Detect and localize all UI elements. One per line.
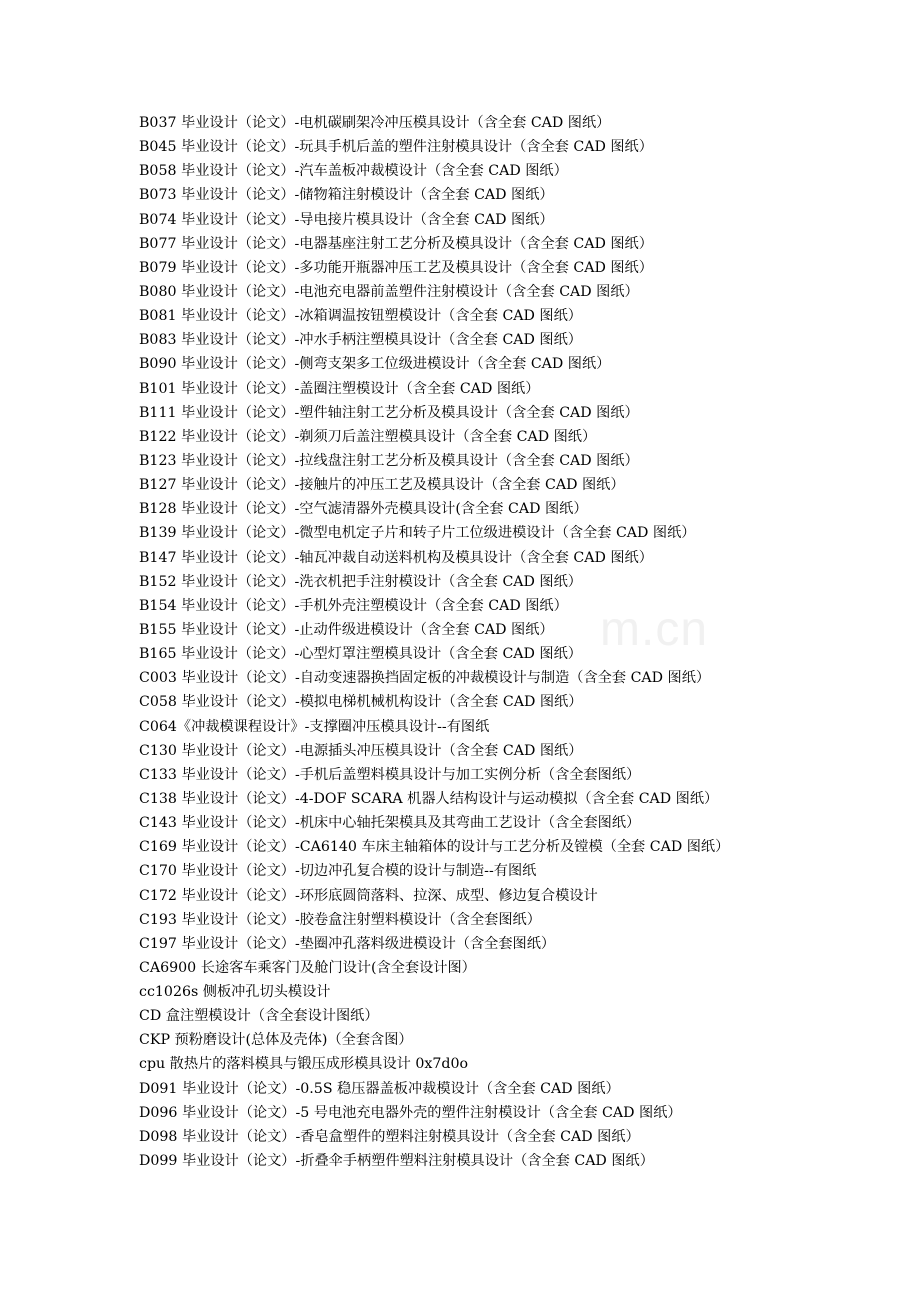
list-item: B074 毕业设计（论文）-导电接片模具设计（含全套 CAD 图纸） [139,211,554,228]
list-item: B058 毕业设计（论文）-汽车盖板冲裁模设计（含全套 CAD 图纸） [139,163,568,180]
list-item: CA6900 长途客车乘客门及舱门设计(含全套设计图） [139,959,476,976]
list-item: C003 毕业设计（论文）-自动变速器换挡固定板的冲裁模设计与制造（含全套 CAD 图纸） [139,670,711,687]
list-item: B152 毕业设计（论文）-洗衣机把手注射模设计（含全套 CAD 图纸） [139,573,582,590]
list-item: cc1026s 侧板冲孔切头模设计 [139,984,331,1001]
list-item: B165 毕业设计（论文）-心型灯罩注塑模具设计（含全套 CAD 图纸） [139,646,582,663]
list-item: C170 毕业设计（论文）-切边冲孔复合模的设计与制造--有图纸 [139,863,537,880]
list-item: C058 毕业设计（论文）-模拟电梯机械机构设计（含全套 CAD 图纸） [139,694,583,711]
list-item: B155 毕业设计（论文）-止动件级进模设计（含全套 CAD 图纸） [139,621,554,638]
list-item: C133 毕业设计（论文）-手机后盖塑料模具设计与加工实例分析（含全套图纸） [139,766,641,783]
list-item: B037 毕业设计（论文）-电机碳刷架冷冲压模具设计（含全套 CAD 图纸） [139,115,611,131]
list-item: B080 毕业设计（论文）-电池充电器前盖塑件注射模设计（含全套 CAD 图纸） [139,283,639,300]
list-item: B083 毕业设计（论文）-冲水手柄注塑模具设计（含全套 CAD 图纸） [139,332,582,349]
list-item: D091 毕业设计（论文）-0.5S 稳压器盖板冲裁模设计（含全套 CAD 图纸） [139,1080,620,1097]
list-item: B045 毕业设计（论文）-玩具手机后盖的塑件注射模具设计（含全套 CAD 图纸） [139,139,653,156]
list-item: B081 毕业设计（论文）-冰箱调温按钮塑模设计（含全套 CAD 图纸） [139,308,582,325]
list-item: B073 毕业设计（论文）-储物箱注射模设计（含全套 CAD 图纸） [139,187,554,204]
list-item: C138 毕业设计（论文）-4-DOF SCARA 机器人结构设计与运动模拟（含全套 CAD 图纸） [139,790,719,807]
list-item: B123 毕业设计（论文）-拉线盘注射工艺分析及模具设计（含全套 CAD 图纸） [139,452,639,469]
list-item: B122 毕业设计（论文）-剃须刀后盖注塑模具设计（含全套 CAD 图纸） [139,428,597,445]
list-item: D096 毕业设计（论文）-5 号电池充电器外壳的塑件注射模设计（含全套 CAD 图纸） [139,1104,682,1121]
list-item: B128 毕业设计（论文）-空气滤清器外壳模具设计(含全套 CAD 图纸） [139,501,588,518]
list-item: D098 毕业设计（论文）-香皂盒塑件的塑料注射模具设计（含全套 CAD 图纸） [139,1128,640,1145]
list-item: B147 毕业设计（论文）-轴瓦冲裁自动送料机构及模具设计（含全套 CAD 图纸） [139,549,653,566]
list-item: B154 毕业设计（论文）-手机外壳注塑模设计（含全套 CAD 图纸） [139,597,568,614]
list-item: CKP 预粉磨设计(总体及壳体)（全套含图） [139,1032,413,1049]
list-item: C143 毕业设计（论文）-机床中心轴托架模具及其弯曲工艺设计（含全套图纸） [139,815,641,832]
list-item: C130 毕业设计（论文）-电源插头冲压模具设计（含全套 CAD 图纸） [139,742,583,759]
list-item: cpu 散热片的落料模具与锻压成形模具设计 0x7d0o [139,1056,469,1073]
list-item: C193 毕业设计（论文）-胶卷盒注射塑料模设计（含全套图纸） [139,911,541,928]
document-body [139,111,899,1173]
list-item: D099 毕业设计（论文）-折叠伞手柄塑件塑料注射模具设计（含全套 CAD 图纸） [139,1153,654,1170]
list-item: B090 毕业设计（论文）-侧弯支架多工位级进模设计（含全套 CAD 图纸） [139,356,611,373]
list-item: B139 毕业设计（论文）-微型电机定子片和转子片工位级进模设计（含全套 CAD 图纸） [139,525,696,542]
list-item: B127 毕业设计（论文）-接触片的冲压工艺及模具设计（含全套 CAD 图纸） [139,477,625,494]
list-item: B077 毕业设计（论文）-电器基座注射工艺分析及模具设计（含全套 CAD 图纸） [139,235,653,252]
list-item: C172 毕业设计（论文）-环形底圆筒落料、拉深、成型、修边复合模设计 [139,887,598,904]
list-item: C064《冲裁模课程设计》-支撑圈冲压模具设计--有图纸 [139,718,490,735]
list-item: B079 毕业设计（论文）-多功能开瓶器冲压工艺及模具设计（含全套 CAD 图纸） [139,259,653,276]
list-item: C169 毕业设计（论文）-CA6140 车床主轴箱体的设计与工艺分析及镗模（全套 CAD 图纸） [139,839,730,856]
entry-list [139,111,899,1173]
list-item: C197 毕业设计（论文）-垫圈冲孔落料级进模设计（含全套图纸） [139,935,556,952]
list-item: B101 毕业设计（论文）-盖圈注塑模设计（含全套 CAD 图纸） [139,380,540,397]
list-item: B111 毕业设计（论文）-塑件轴注射工艺分析及模具设计（含全套 CAD 图纸） [139,404,639,421]
watermark: m.cn [600,603,709,656]
list-item: CD 盒注塑模设计（含全套设计图纸） [139,1008,379,1025]
